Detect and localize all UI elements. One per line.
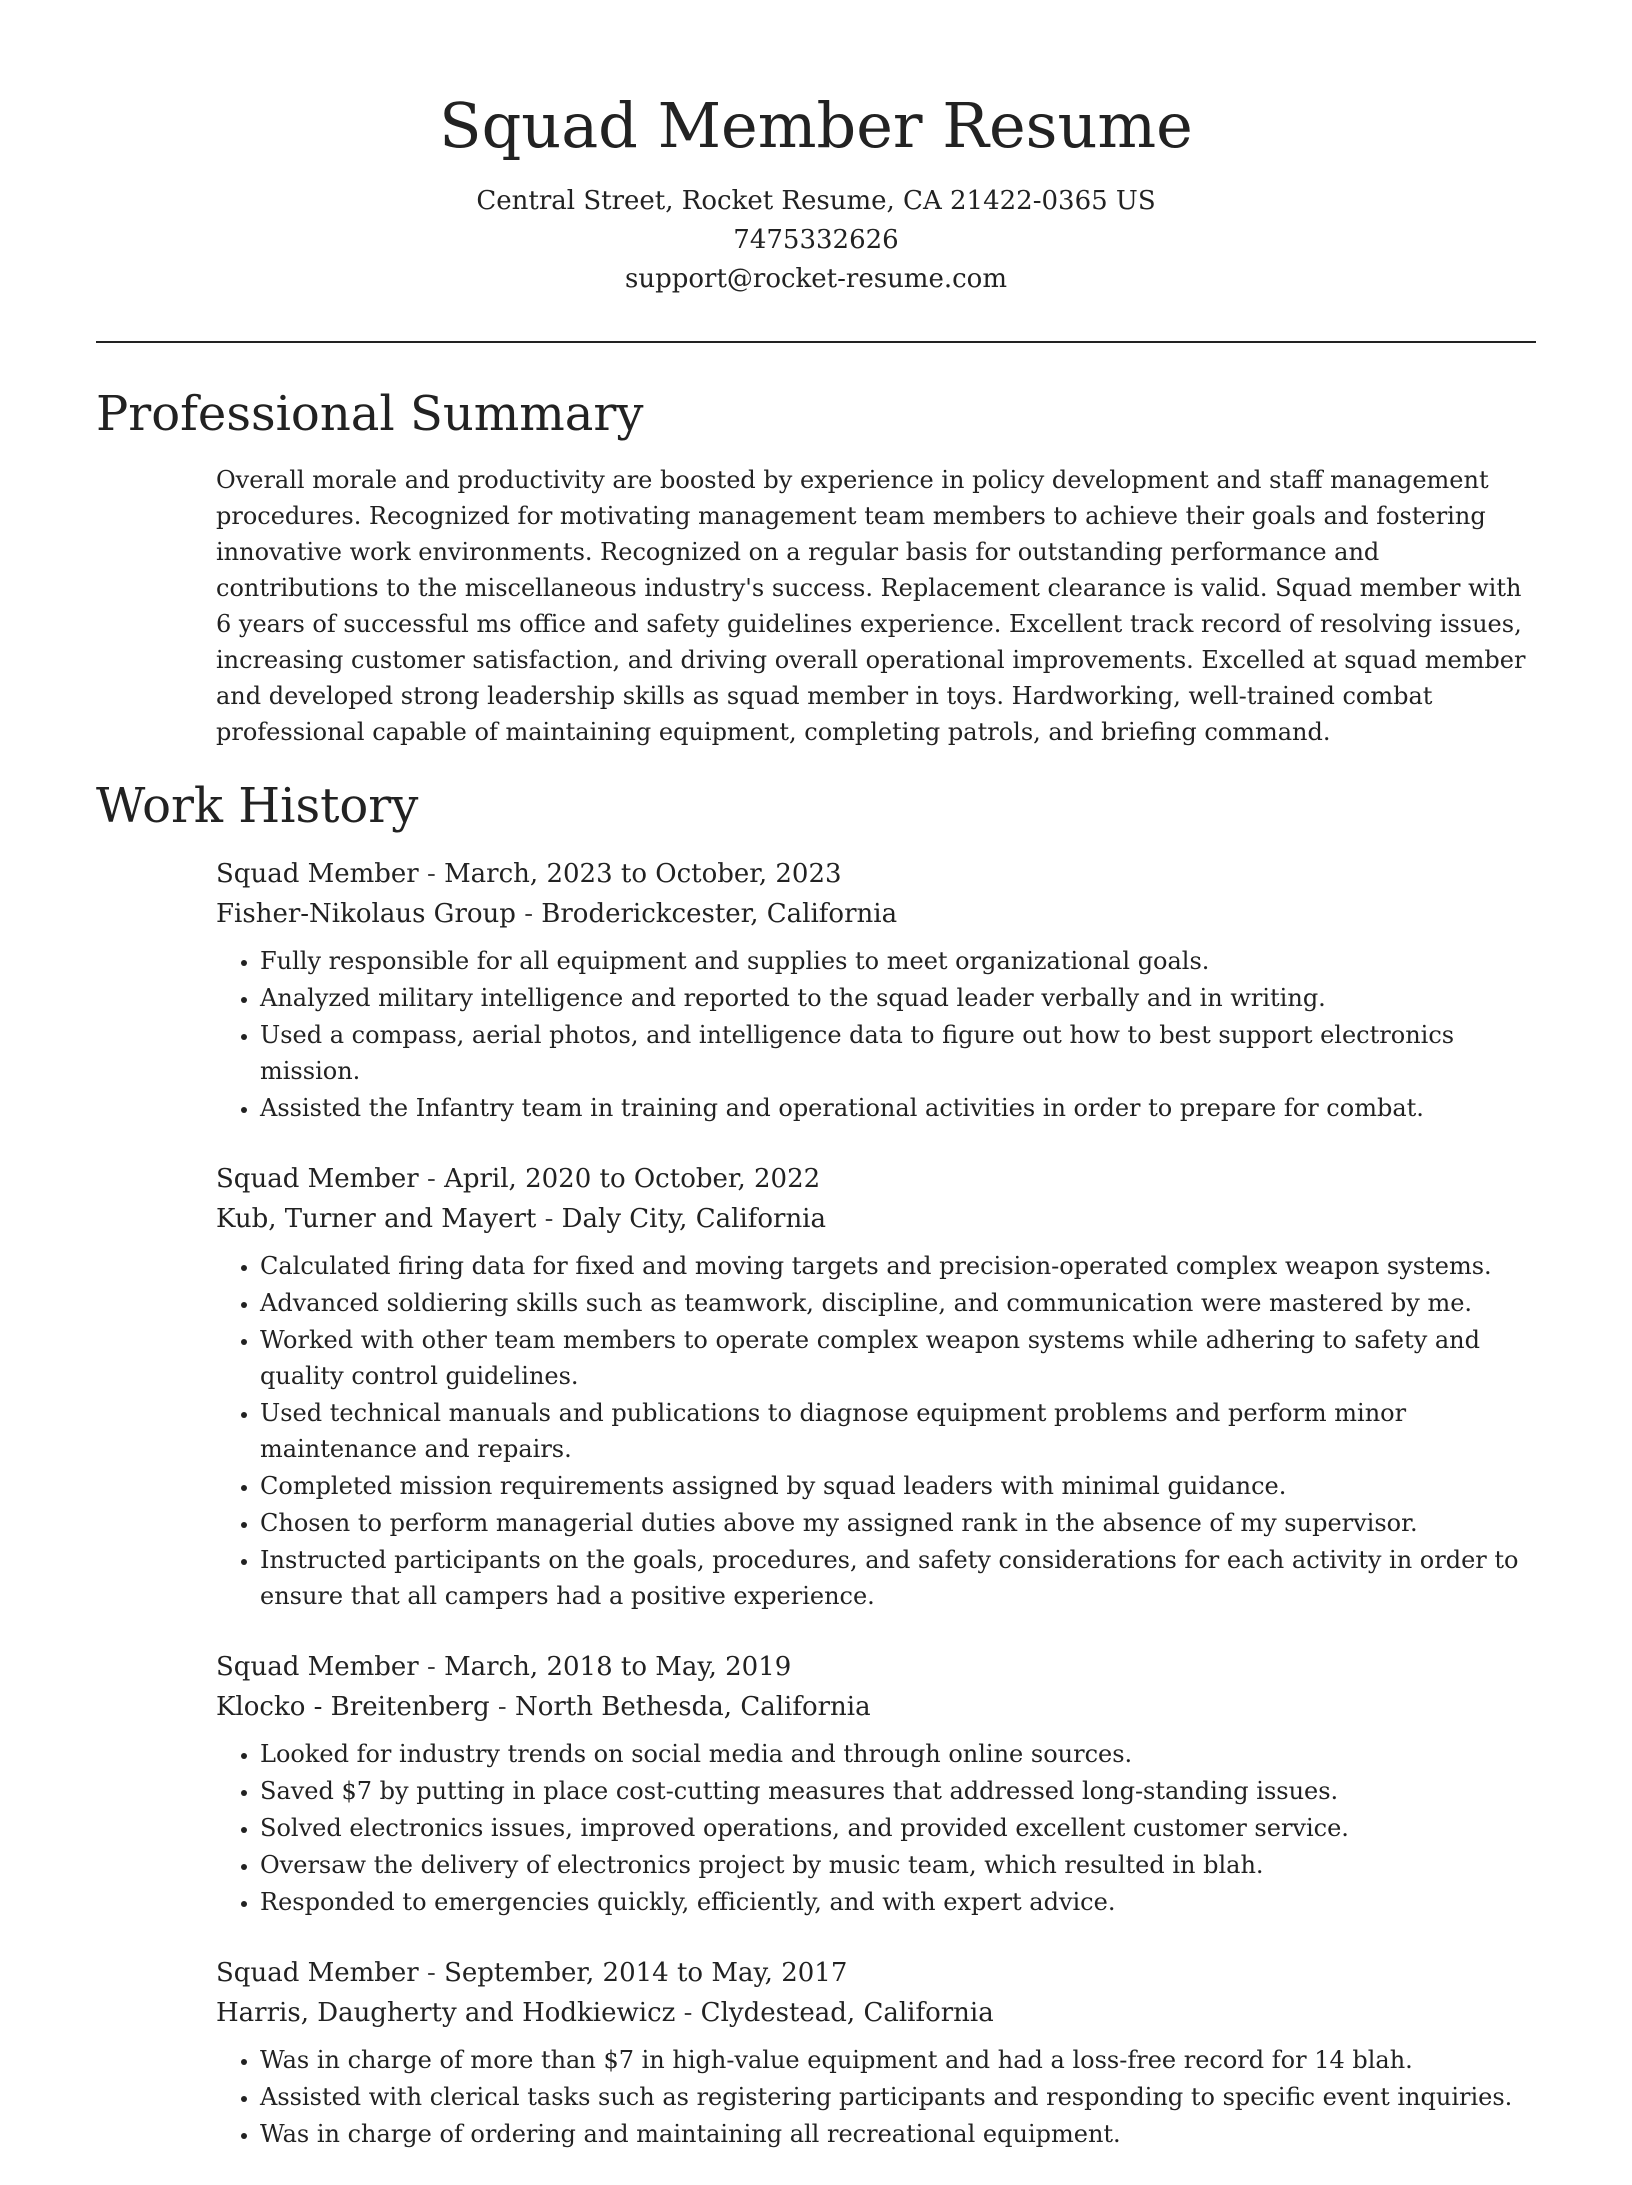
job-separator: -: [427, 1958, 436, 1988]
contact-phone: 7475332626: [733, 225, 899, 255]
summary-heading: Professional Summary: [96, 386, 644, 442]
job-bullets: [216, 1736, 1536, 1920]
job-bullet: • Assisted the Infantry team in training and operational activities in order to prepare for combat.: [260, 1090, 1536, 1126]
job-separator: -: [497, 1692, 507, 1722]
job-location: North Bethesda, California: [514, 1692, 871, 1722]
summary-text: Overall morale and productivity are boosted by experience in policy development and staff management procedures. Recognized for motivating management team members to achieve their goals and fostering innovative work environments. Recognized on a regular basis for outstanding performance and contributions to the miscellaneous industry's success. Replacement clearance is valid. Squad member with 6 years of successful ms office and safety guidelines experience. Excellent track record of resolving issues, increasing customer satisfaction, and driving overall operational improvements. Excelled at squad member and developed strong leadership skills as squad member in toys. Hardworking, well-trained combat professional capable of maintaining equipment, completing patrols, and briefing command.: [216, 466, 1526, 746]
job-entry: [216, 1159, 1536, 1614]
job-bullet: • Chosen to perform managerial duties above my assigned rank in the absence of my supervisor.: [260, 1505, 1536, 1541]
job-company-line: [216, 1687, 1536, 1727]
job-bullet: • Was in charge of more than $7 in high-value equipment and had a loss-free record for 14 blah.: [260, 2042, 1536, 2078]
job-location: Broderickcester, California: [541, 899, 898, 929]
job-separator: -: [524, 899, 533, 929]
job-company: Klocko - Breitenberg: [216, 1692, 490, 1722]
job-title: Squad Member: [216, 1652, 419, 1682]
job-bullet: • Used technical manuals and publications to diagnose equipment problems and perform minor maintenance and repairs.: [260, 1395, 1536, 1467]
job-entry: [216, 854, 1536, 1126]
contact-info: [0, 182, 1632, 299]
contact-email: support@rocket-resume.com: [624, 264, 1007, 294]
job-bullet: • Looked for industry trends on social media and through online sources.: [260, 1736, 1536, 1772]
job-company: Kub, Turner and Mayert: [216, 1204, 537, 1234]
job-title: Squad Member: [216, 859, 419, 889]
resume-title: Squad Member Resume: [439, 89, 1193, 162]
job-bullets: [216, 1248, 1536, 1614]
job-bullet: • Was in charge of ordering and maintaining all recreational equipment.: [260, 2116, 1536, 2152]
job-bullet: • Responded to emergencies quickly, efficiently, and with expert advice.: [260, 1884, 1536, 1920]
job-title-line: [216, 1953, 1536, 1993]
job-separator: -: [544, 1204, 554, 1234]
job-location: Clydestead, California: [700, 1998, 994, 2028]
job-bullet: • Assisted with clerical tasks such as registering participants and responding to specific event inquiries.: [260, 2079, 1536, 2115]
job-bullet: • Calculated firing data for fixed and moving targets and precision-operated complex weapon systems.: [260, 1248, 1536, 1284]
job-separator: -: [427, 1652, 436, 1682]
job-entry: [216, 1953, 1536, 2152]
job-title-line: [216, 1159, 1536, 1199]
job-dates: April, 2020 to October, 2022: [444, 1164, 821, 1194]
job-dates: March, 2018 to May, 2019: [444, 1652, 792, 1682]
job-bullets: [216, 943, 1536, 1126]
job-location: Daly City, California: [561, 1204, 827, 1234]
job-title: Squad Member: [216, 1958, 419, 1988]
job-bullet: • Worked with other team members to operate complex weapon systems while adhering to safety and quality control guidelines.: [260, 1322, 1536, 1394]
resume-header: [0, 84, 1632, 299]
job-company-line: [216, 1199, 1536, 1239]
job-bullet: • Completed mission requirements assigned by squad leaders with minimal guidance.: [260, 1468, 1536, 1504]
job-company-line: [216, 1993, 1536, 2033]
job-separator: -: [683, 1998, 693, 2028]
header-divider: [96, 341, 1536, 343]
contact-address: Central Street, Rocket Resume, CA 21422-0365 US: [476, 186, 1156, 216]
job-bullet: • Used a compass, aerial photos, and intelligence data to figure out how to best support electronics mission.: [260, 1017, 1536, 1089]
job-bullet: • Fully responsible for all equipment and supplies to meet organizational goals.: [260, 943, 1536, 979]
work-history-heading: Work History: [96, 778, 419, 834]
job-title-line: [216, 1647, 1536, 1687]
job-bullets: [216, 2042, 1536, 2152]
job-separator: -: [427, 859, 436, 889]
job-dates: March, 2023 to October, 2023: [444, 859, 842, 889]
job-separator: -: [427, 1164, 436, 1194]
job-dates: September, 2014 to May, 2017: [444, 1958, 848, 1988]
work-history-list: [216, 854, 1536, 2185]
job-bullet: • Instructed participants on the goals, procedures, and safety considerations for each activity in order to ensure that all campers had a positive experience.: [260, 1542, 1536, 1614]
job-bullet: • Oversaw the delivery of electronics project by music team, which resulted in blah.: [260, 1847, 1536, 1883]
job-entry: [216, 1647, 1536, 1920]
job-bullet: • Saved $7 by putting in place cost-cutting measures that addressed long-standing issues.: [260, 1773, 1536, 1809]
job-title-line: [216, 854, 1536, 894]
job-bullet: • Advanced soldiering skills such as teamwork, discipline, and communication were mastered by me.: [260, 1285, 1536, 1321]
job-company: Fisher-Nikolaus Group: [216, 899, 516, 929]
job-bullet: • Solved electronics issues, improved operations, and provided excellent customer service.: [260, 1810, 1536, 1846]
job-bullet: • Analyzed military intelligence and reported to the squad leader verbally and in writing.: [260, 980, 1536, 1016]
job-company: Harris, Daugherty and Hodkiewicz: [216, 1998, 676, 2028]
job-company-line: [216, 894, 1536, 934]
job-title: Squad Member: [216, 1164, 419, 1194]
